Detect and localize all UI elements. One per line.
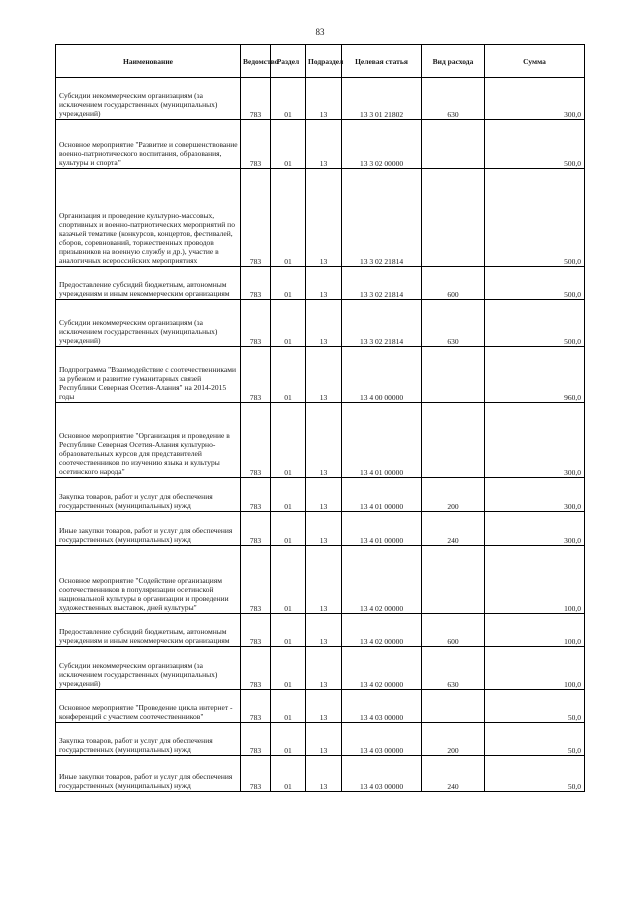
cell-statya: 13 4 02 00000 [342, 647, 422, 690]
cell-podrazdel: 13 [306, 546, 342, 614]
table-row [56, 512, 585, 546]
cell-podrazdel: 13 [306, 756, 342, 792]
cell-podrazdel: 13 [306, 690, 342, 723]
cell-vid: 200 [422, 478, 485, 512]
cell-summa: 50,0 [485, 723, 585, 756]
cell-name: Основное мероприятие "Содействие организациям соотечественников в популяризации осетинской национальной культуры в организации и проведении художественных выставок, дней культуры" [56, 546, 241, 614]
cell-razdel: 01 [271, 546, 306, 614]
cell-ved: 783 [241, 614, 271, 647]
cell-vid [422, 546, 485, 614]
cell-name: Основное мероприятие "Проведение цикла интернет - конференций с участием соотечественников" [56, 690, 241, 723]
cell-ved: 783 [241, 546, 271, 614]
cell-statya: 13 4 02 00000 [342, 614, 422, 647]
cell-ved: 783 [241, 478, 271, 512]
cell-razdel: 01 [271, 647, 306, 690]
cell-statya: 13 4 02 00000 [342, 546, 422, 614]
cell-statya: 13 4 01 00000 [342, 512, 422, 546]
header-vid: Вид расхода [422, 45, 485, 78]
cell-summa: 500,0 [485, 300, 585, 347]
cell-summa: 300,0 [485, 478, 585, 512]
cell-statya: 13 4 01 00000 [342, 403, 422, 478]
cell-ved: 783 [241, 756, 271, 792]
table-row [56, 478, 585, 512]
table-row [56, 120, 585, 169]
cell-razdel: 01 [271, 690, 306, 723]
table-header-row [56, 45, 585, 78]
cell-razdel: 01 [271, 169, 306, 267]
cell-podrazdel: 13 [306, 614, 342, 647]
cell-vid [422, 169, 485, 267]
cell-razdel: 01 [271, 267, 306, 300]
header-razdel: Раздел [271, 45, 306, 78]
table-row [56, 690, 585, 723]
cell-name: Организация и проведение культурно-массовых, спортивных и военно-патриотических мероприятий по казачьей тематике (конкурсов, концертов, фестивалей, сборов, соревнований, торжественных проводов призывников на военную службу и др.), участие в аналогичных всероссийских мероприятиях [56, 169, 241, 267]
table-row [56, 300, 585, 347]
cell-statya: 13 4 01 00000 [342, 478, 422, 512]
cell-statya: 13 3 02 21814 [342, 169, 422, 267]
cell-ved: 783 [241, 78, 271, 120]
cell-razdel: 01 [271, 614, 306, 647]
cell-podrazdel: 13 [306, 300, 342, 347]
cell-summa: 500,0 [485, 169, 585, 267]
cell-statya: 13 4 03 00000 [342, 756, 422, 792]
cell-statya: 13 4 03 00000 [342, 723, 422, 756]
cell-vid: 630 [422, 78, 485, 120]
cell-podrazdel: 13 [306, 169, 342, 267]
cell-vid: 600 [422, 267, 485, 300]
cell-razdel: 01 [271, 723, 306, 756]
cell-summa: 50,0 [485, 756, 585, 792]
cell-name: Закупка товаров, работ и услуг для обеспечения государственных (муниципальных) нужд [56, 478, 241, 512]
cell-summa: 960,0 [485, 347, 585, 403]
cell-name: Субсидии некоммерческим организациям (за исключением государственных (муниципальных) учреждений) [56, 647, 241, 690]
table-row [56, 267, 585, 300]
cell-ved: 783 [241, 723, 271, 756]
cell-ved: 783 [241, 300, 271, 347]
cell-ved: 783 [241, 403, 271, 478]
table-row [56, 78, 585, 120]
cell-razdel: 01 [271, 403, 306, 478]
cell-name: Иные закупки товаров, работ и услуг для обеспечения государственных (муниципальных) нужд [56, 512, 241, 546]
cell-statya: 13 3 02 00000 [342, 120, 422, 169]
cell-vid: 240 [422, 512, 485, 546]
header-name: Наименование [56, 45, 241, 78]
table-row [56, 169, 585, 267]
cell-razdel: 01 [271, 478, 306, 512]
cell-vid: 200 [422, 723, 485, 756]
table-row [56, 756, 585, 792]
cell-vid: 240 [422, 756, 485, 792]
table-row [56, 647, 585, 690]
header-summa: Сумма [485, 45, 585, 78]
cell-ved: 783 [241, 512, 271, 546]
cell-razdel: 01 [271, 512, 306, 546]
cell-summa: 300,0 [485, 403, 585, 478]
cell-razdel: 01 [271, 347, 306, 403]
cell-razdel: 01 [271, 120, 306, 169]
cell-name: Основное мероприятие "Развитие и совершенствование военно-патриотического воспитания, образования, культуры и спорта" [56, 120, 241, 169]
cell-name: Закупка товаров, работ и услуг для обеспечения государственных (муниципальных) нужд [56, 723, 241, 756]
cell-ved: 783 [241, 267, 271, 300]
cell-statya: 13 3 02 21814 [342, 267, 422, 300]
budget-table [55, 44, 585, 792]
cell-razdel: 01 [271, 78, 306, 120]
cell-ved: 783 [241, 647, 271, 690]
table-row [56, 347, 585, 403]
table-row [56, 403, 585, 478]
cell-vid: 630 [422, 647, 485, 690]
cell-name: Иные закупки товаров, работ и услуг для обеспечения государственных (муниципальных) нужд [56, 756, 241, 792]
cell-name: Субсидии некоммерческим организациям (за исключением государственных (муниципальных) учреждений) [56, 78, 241, 120]
cell-summa: 50,0 [485, 690, 585, 723]
cell-name: Предоставление субсидий бюджетным, автономным учреждениям и иным некоммерческим организациям [56, 267, 241, 300]
cell-summa: 100,0 [485, 614, 585, 647]
cell-name: Подпрограмма "Взаимодействие с соотечественниками за рубежом и развитие гуманитарных связей Республики Северная Осетия-Алания" на 2014-2015 годы [56, 347, 241, 403]
cell-razdel: 01 [271, 300, 306, 347]
cell-name: Основное мероприятие "Организация и проведение в Республике Северная Осетия-Алания культурно-образовательных курсов для представителей соотечественников по изучению языка и культуры осетинского народа" [56, 403, 241, 478]
cell-podrazdel: 13 [306, 120, 342, 169]
cell-razdel: 01 [271, 756, 306, 792]
cell-podrazdel: 13 [306, 478, 342, 512]
cell-podrazdel: 13 [306, 347, 342, 403]
cell-vid [422, 347, 485, 403]
cell-summa: 500,0 [485, 267, 585, 300]
cell-podrazdel: 13 [306, 403, 342, 478]
cell-vid [422, 403, 485, 478]
cell-statya: 13 4 03 00000 [342, 690, 422, 723]
cell-podrazdel: 13 [306, 267, 342, 300]
cell-summa: 100,0 [485, 647, 585, 690]
cell-podrazdel: 13 [306, 647, 342, 690]
cell-statya: 13 4 00 00000 [342, 347, 422, 403]
cell-ved: 783 [241, 347, 271, 403]
cell-podrazdel: 13 [306, 723, 342, 756]
page-number: 83 [315, 27, 325, 37]
cell-ved: 783 [241, 120, 271, 169]
table-row [56, 723, 585, 756]
header-ved: Ведомство [241, 45, 271, 78]
cell-summa: 300,0 [485, 78, 585, 120]
cell-name: Субсидии некоммерческим организациям (за исключением государственных (муниципальных) учреждений) [56, 300, 241, 347]
cell-podrazdel: 13 [306, 78, 342, 120]
header-statya: Целевая статья [342, 45, 422, 78]
header-podrazdel: Подраздел [306, 45, 342, 78]
cell-vid [422, 120, 485, 169]
table-row [56, 546, 585, 614]
cell-summa: 300,0 [485, 512, 585, 546]
cell-ved: 783 [241, 690, 271, 723]
cell-vid: 630 [422, 300, 485, 347]
cell-ved: 783 [241, 169, 271, 267]
cell-vid: 600 [422, 614, 485, 647]
cell-summa: 100,0 [485, 546, 585, 614]
cell-podrazdel: 13 [306, 512, 342, 546]
cell-statya: 13 3 01 21802 [342, 78, 422, 120]
cell-name: Предоставление субсидий бюджетным, автономным учреждениям и иным некоммерческим организациям [56, 614, 241, 647]
cell-summa: 500,0 [485, 120, 585, 169]
cell-statya: 13 3 02 21814 [342, 300, 422, 347]
table-row [56, 614, 585, 647]
cell-vid [422, 690, 485, 723]
